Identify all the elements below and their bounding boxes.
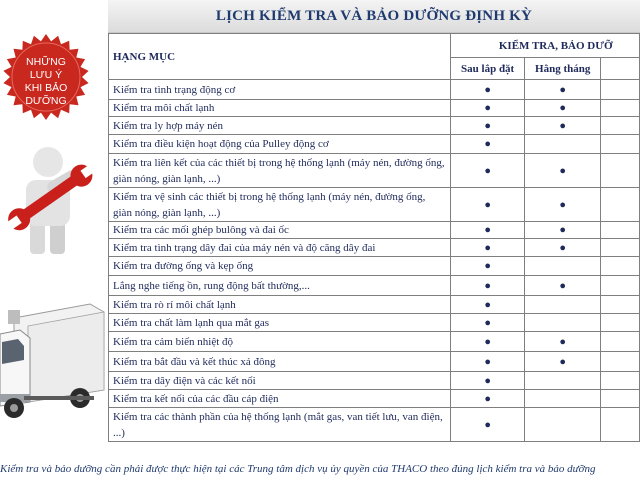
- monthly-mark: [525, 80, 601, 100]
- bullet-icon: ●: [484, 279, 491, 292]
- third-column-cell: [601, 408, 640, 442]
- check-group-header: [450, 34, 639, 58]
- monthly-mark: [525, 257, 601, 276]
- mechanic-wrench-icon: [0, 142, 100, 257]
- monthly-mark: [525, 154, 601, 188]
- monthly-mark: [525, 222, 601, 239]
- badge-line: DƯỠNG: [25, 95, 67, 107]
- bullet-icon: ●: [484, 164, 491, 177]
- after-install-mark: [450, 372, 525, 390]
- third-column-cell: [601, 239, 640, 257]
- monthly-column-header: Hằng tháng: [525, 58, 601, 80]
- bullet-icon: ●: [559, 198, 567, 211]
- bullet-icon: ●: [484, 260, 491, 272]
- bullet-icon: ●: [484, 138, 491, 150]
- badge-line: LƯU Ý: [29, 69, 63, 81]
- after-install-mark: [450, 408, 525, 442]
- table-row: [109, 352, 640, 372]
- third-column-cell: [601, 154, 640, 188]
- bullet-icon: ●: [484, 224, 491, 236]
- third-column-header: [601, 58, 640, 80]
- third-column-cell: [601, 100, 640, 117]
- after-install-mark: [450, 117, 525, 135]
- third-column-cell: [601, 80, 640, 100]
- item-cell: Kiểm tra các thành phần của hệ thống lạnh (mắt gas, van tiết lưu, van điện, ...): [109, 408, 451, 442]
- footer-note: Kiểm tra và bảo dưỡng cần phải được thực hiện tại các Trung tâm dịch vụ ủy quyền của THACO theo đúng lịch kiểm tra và bảo dưỡng: [0, 463, 596, 475]
- table-row: [109, 390, 640, 408]
- bullet-icon: ●: [484, 355, 491, 368]
- bullet-icon: ●: [484, 83, 491, 96]
- bullet-icon: ●: [484, 316, 491, 329]
- after-install-mark: [450, 222, 525, 239]
- after-install-mark: [450, 332, 525, 352]
- bullet-icon: ●: [559, 335, 567, 348]
- bullet-icon: ●: [484, 374, 491, 387]
- third-column-cell: [601, 188, 640, 222]
- after-install-mark: [450, 352, 525, 372]
- item-cell: Kiểm tra các mối ghép bulông và đai ốc: [109, 222, 451, 239]
- monthly-mark: [525, 117, 601, 135]
- bullet-icon: ●: [559, 119, 567, 132]
- item-cell: Kiểm tra tình trạng dây đai của máy nén và độ căng dây đai: [109, 239, 451, 257]
- refrigerated-truck-icon: [0, 298, 105, 426]
- monthly-mark: [525, 276, 601, 296]
- after-install-mark: [450, 154, 525, 188]
- table-row: [109, 408, 640, 442]
- item-cell: Kiểm tra môi chất lạnh: [109, 100, 451, 117]
- table-row: [109, 332, 640, 352]
- bullet-icon: ●: [559, 241, 567, 254]
- monthly-mark: [525, 314, 601, 332]
- monthly-mark: [525, 390, 601, 408]
- item-cell: Lắng nghe tiếng ồn, rung động bất thường,...: [109, 276, 451, 296]
- monthly-mark: [525, 188, 601, 222]
- table-row: [109, 135, 640, 154]
- table-row: [109, 296, 640, 314]
- third-column-cell: [601, 314, 640, 332]
- monthly-mark: [525, 100, 601, 117]
- third-column-cell: [601, 372, 640, 390]
- after-install-mark: [450, 314, 525, 332]
- table-row: [109, 188, 640, 222]
- monthly-mark: [525, 352, 601, 372]
- monthly-mark: [525, 239, 601, 257]
- after-install-mark: [450, 80, 525, 100]
- after-install-mark: [450, 135, 525, 154]
- item-cell: Kiểm tra vệ sinh các thiết bị trong hệ thống lạnh (máy nén, đường ống, giàn nóng, giàn lạnh, ...): [109, 188, 451, 222]
- third-column-cell: [601, 352, 640, 372]
- table-row: [109, 117, 640, 135]
- after-install-column-header: Sau lắp đặt: [450, 58, 525, 80]
- bullet-icon: ●: [484, 102, 491, 114]
- monthly-mark: [525, 372, 601, 390]
- third-column-cell: [601, 390, 640, 408]
- check-group-header-text: KIỂM TRA, BẢO DƯỠ: [498, 39, 613, 52]
- third-column-cell: [601, 296, 640, 314]
- table-row: [109, 314, 640, 332]
- badge-text: [3, 56, 89, 108]
- item-cell: Kiểm tra ly hợp máy nén: [109, 117, 451, 135]
- monthly-mark: [525, 408, 601, 442]
- bullet-icon: ●: [484, 335, 491, 348]
- item-cell: Kiểm tra liên kết của các thiết bị trong hệ thống lạnh (máy nén, đường ống, giàn nóng, giàn lạnh, ...): [109, 154, 451, 188]
- table-row: [109, 100, 640, 117]
- bullet-icon: ●: [559, 83, 567, 96]
- bullet-icon: ●: [484, 241, 491, 254]
- page-title: LỊCH KIỂM TRA VÀ BẢO DƯỠNG ĐỊNH KỲ: [215, 7, 533, 24]
- item-cell: Kiểm tra tình trạng động cơ: [109, 80, 451, 100]
- item-column-header: HẠNG MỤC: [109, 34, 451, 80]
- bullet-icon: ●: [559, 224, 567, 236]
- table-row: [109, 372, 640, 390]
- after-install-mark: [450, 188, 525, 222]
- third-column-cell: [601, 117, 640, 135]
- bullet-icon: ●: [559, 164, 567, 177]
- third-column-cell: [601, 332, 640, 352]
- item-cell: Kiểm tra đường ống và kẹp ống: [109, 257, 451, 276]
- item-cell: Kiểm tra rò rỉ môi chất lạnh: [109, 296, 451, 314]
- item-cell: Kiểm tra chất làm lạnh qua mắt gas: [109, 314, 451, 332]
- bullet-icon: ●: [484, 298, 491, 311]
- table-row: [109, 276, 640, 296]
- monthly-mark: [525, 135, 601, 154]
- item-cell: Kiểm tra cảm biến nhiệt độ: [109, 332, 451, 352]
- table-row: [109, 239, 640, 257]
- third-column-cell: [601, 222, 640, 239]
- badge-line: KHI BẢO: [24, 82, 68, 94]
- table-row: [109, 154, 640, 188]
- item-cell: Kiểm tra kết nối của các đầu cáp điện: [109, 390, 451, 408]
- after-install-mark: [450, 390, 525, 408]
- after-install-mark: [450, 296, 525, 314]
- bullet-icon: ●: [559, 102, 567, 114]
- bullet-icon: ●: [484, 119, 491, 132]
- third-column-cell: [601, 257, 640, 276]
- bullet-icon: ●: [559, 355, 567, 368]
- item-cell: Kiểm tra bắt đầu và kết thúc xả đông: [109, 352, 451, 372]
- third-column-cell: [601, 276, 640, 296]
- monthly-mark: [525, 296, 601, 314]
- table-row: [109, 257, 640, 276]
- badge-line: NHỮNG: [26, 56, 66, 68]
- after-install-mark: [450, 257, 525, 276]
- monthly-mark: [525, 332, 601, 352]
- title-bar: [108, 0, 640, 33]
- item-cell: Kiểm tra điều kiện hoạt động của Pulley động cơ: [109, 135, 451, 154]
- table-row: [109, 222, 640, 239]
- after-install-mark: [450, 239, 525, 257]
- bullet-icon: ●: [484, 392, 491, 405]
- third-column-cell: [601, 135, 640, 154]
- maintenance-notes-badge: [3, 34, 89, 120]
- bullet-icon: ●: [484, 418, 491, 431]
- bullet-icon: ●: [559, 279, 567, 292]
- bullet-icon: ●: [484, 198, 491, 211]
- table-row: [109, 80, 640, 100]
- after-install-mark: [450, 276, 525, 296]
- item-cell: Kiểm tra dây điện và các kết nối: [109, 372, 451, 390]
- maintenance-schedule-table: [108, 33, 640, 442]
- after-install-mark: [450, 100, 525, 117]
